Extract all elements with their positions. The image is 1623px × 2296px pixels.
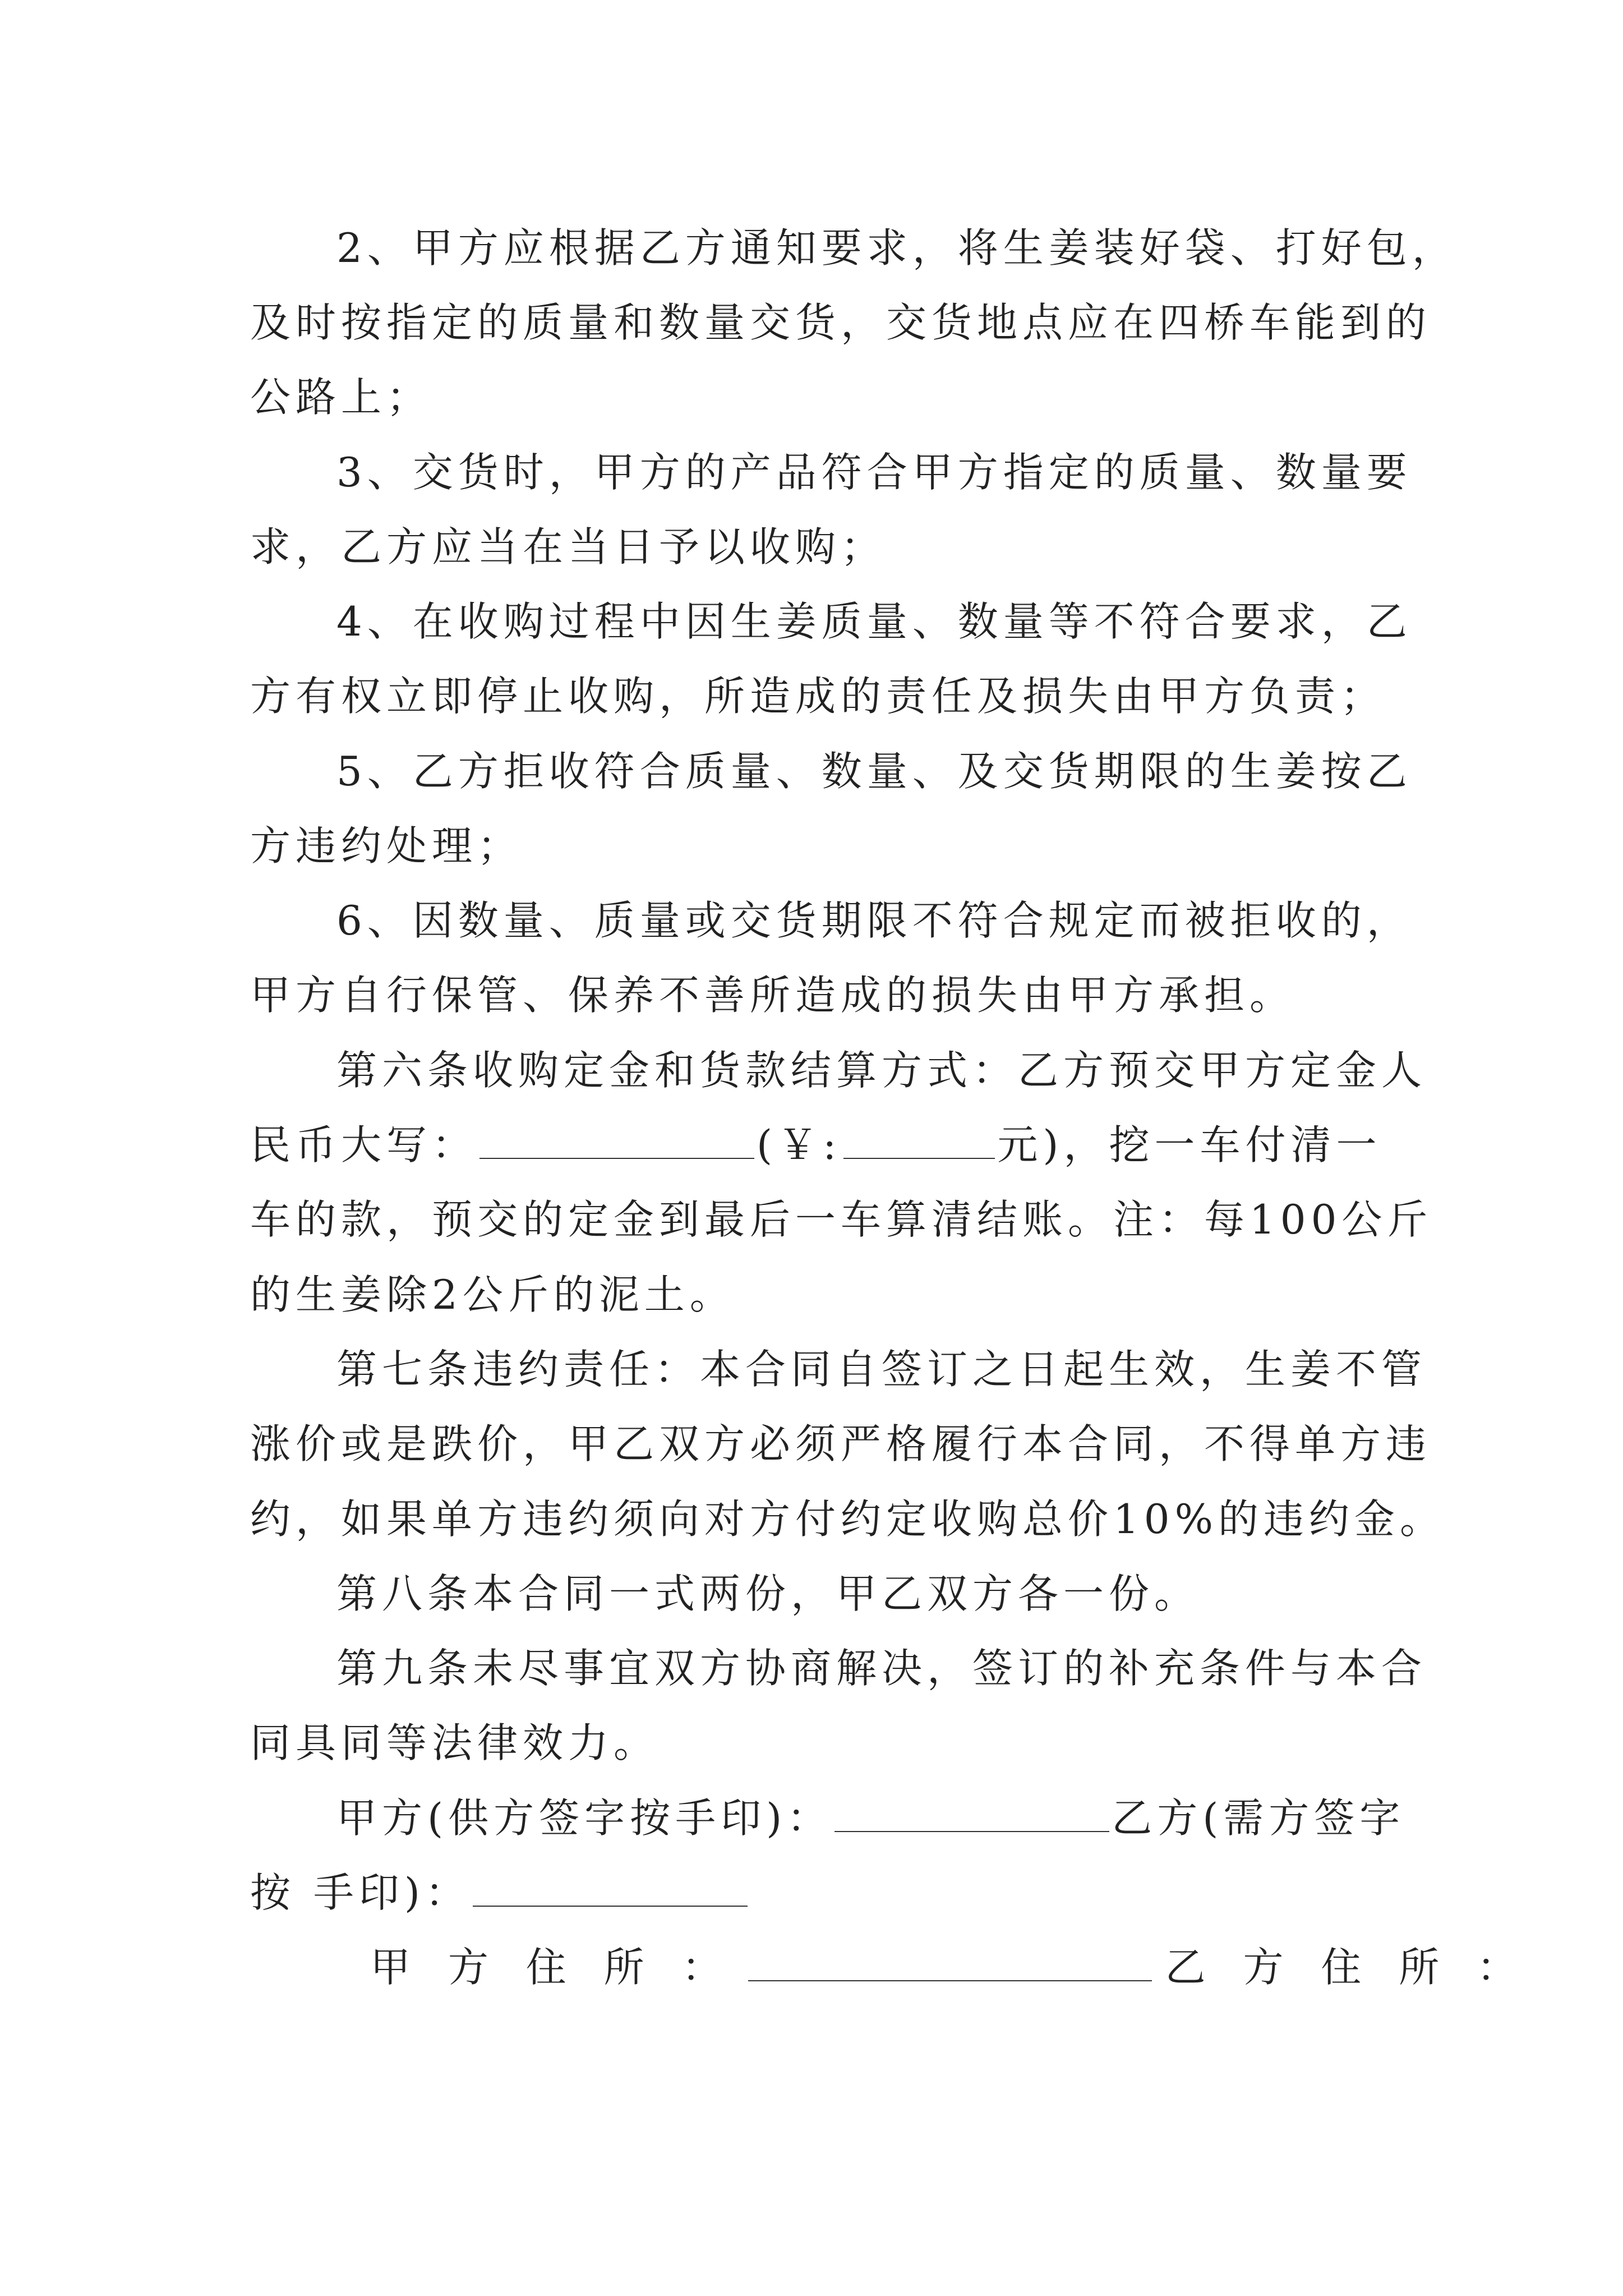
article-8-line-1: 第八条本合同一式两份，甲乙双方各一份。 [336,1570,1200,1617]
deposit-amount-number-blank[interactable] [843,1123,995,1159]
clause-3-line-1: 3、交货时，甲方的产品符合甲方指定的质量、数量要 [336,449,1412,496]
signature-line-2 [250,1865,1383,1921]
clause-2-line-2: 及时按指定的质量和数量交货，交货地点应在四桥车能到的 [250,299,1432,346]
party-b-signature-label: 乙方(需方签字 [1112,1795,1405,1842]
deposit-amount-words-blank[interactable] [479,1123,754,1159]
clause-6-line-2: 甲方自行保管、保养不善所造成的损失由甲方承担。 [250,972,1295,1019]
article-6-line-4: 的生姜除2公斤的泥土。 [250,1271,735,1318]
article-7-line-1: 第七条违约责任：本合同自签订之日起生效，生姜不管 [336,1346,1427,1393]
deposit-suffix: 元)，挖一车付清一 [997,1121,1382,1168]
party-b-signature-blank[interactable] [473,1871,748,1907]
party-a-address-blank[interactable] [748,1945,1152,1981]
clause-6-line-1: 6、因数量、质量或交货期限不符合规定而被拒收的， [336,897,1412,944]
party-a-signature-label: 甲方(供方签字按手印)： [336,1795,833,1842]
clause-5-line-2: 方违约处理； [250,822,523,869]
party-b-address-label: 乙 方 住 所 ： [1165,1944,1530,1991]
clause-4-line-2: 方有权立即停止收购，所造成的责任及损失由甲方负责； [250,673,1386,720]
party-a-address-label: 甲 方 住 所 ： [370,1944,735,1991]
article-6-deposit-line [250,1117,1383,1173]
article-6-line-1: 第六条收购定金和货款结算方式：乙方预交甲方定金人 [336,1047,1427,1094]
article-9-line-2: 同具同等法律效力。 [250,1719,660,1766]
article-7-line-3: 约，如果单方违约须向对方付约定收购总价10%的违约金。 [250,1496,1446,1543]
clause-3-line-2: 求，乙方应当在当日予以收购； [250,523,887,570]
clause-4-line-1: 4、在收购过程中因生姜质量、数量等不符合要求，乙 [336,598,1412,645]
party-b-signature-label-cont: 按 手印)： [250,1869,471,1916]
clause-2-line-3: 公路上； [250,374,432,421]
signature-line-1 [336,1790,1405,1846]
deposit-mid: (￥: [757,1121,842,1168]
clause-5-line-1: 5、乙方拒收符合质量、数量、及交货期限的生姜按乙 [336,748,1412,795]
article-6-line-3: 车的款，预交的定金到最后一车算清结账。注：每100公斤 [250,1196,1433,1243]
article-9-line-1: 第九条未尽事宜双方协商解决，签订的补充条件与本合 [336,1645,1427,1692]
party-a-signature-blank[interactable] [834,1796,1109,1832]
deposit-prefix: 民币大写： [250,1121,478,1168]
clause-2-line-1: 2、甲方应根据乙方通知要求，将生姜装好袋、打好包， [336,224,1458,272]
article-7-line-2: 涨价或是跌价，甲乙双方必须严格履行本合同，不得单方违 [250,1420,1432,1467]
address-line [370,1939,1530,1995]
